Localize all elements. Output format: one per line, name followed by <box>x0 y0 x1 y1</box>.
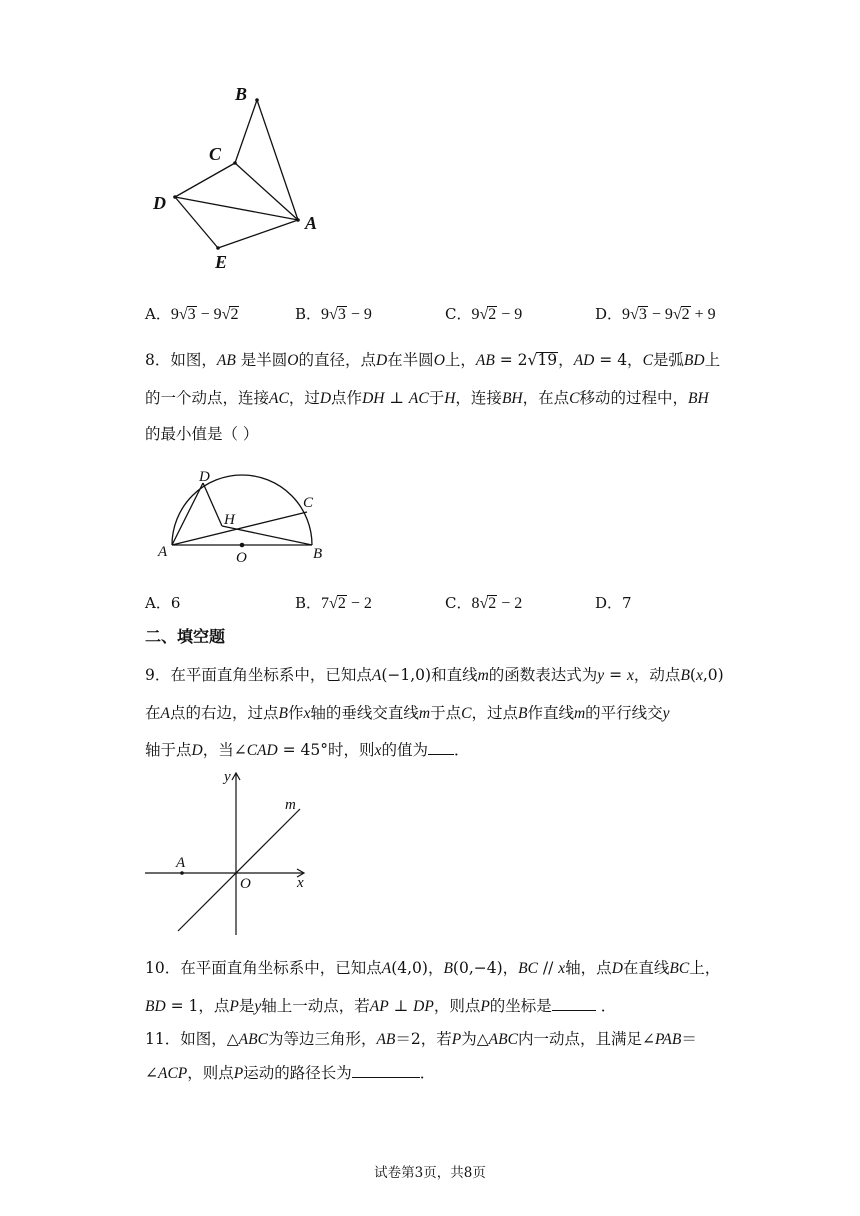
figure-q7 <box>145 78 345 278</box>
label-b: B <box>313 546 323 562</box>
figure-q8 <box>155 463 335 568</box>
q7-option-d: D．9√3 − 9√2 + 9 <box>595 305 716 323</box>
q8-option-b: B．7√2 − 2 <box>295 594 372 612</box>
q10-line-2: BD = 1，点P是y轴上一动点，若AP ⊥ DP，则点P的坐标是 ． <box>145 997 617 1015</box>
q7-option-b: B．9√3 − 9 <box>295 305 372 323</box>
q9-line-3: 轴于点D，当∠CAD = 45°时，则x的值为 ． <box>145 741 470 759</box>
label-c: C <box>303 495 314 511</box>
page-footer: 试卷第3页，共8页 <box>374 1165 486 1181</box>
label-a: A <box>305 213 318 233</box>
label-o: O <box>240 876 251 892</box>
figure-q9 <box>140 765 320 940</box>
label-h: H <box>224 512 235 528</box>
q8-line-1: 8．如图，AB 是半圆O的直径，点D在半圆O上，AB = 2√19，AD = 4，C是弧BD上 <box>145 351 721 369</box>
label-m: m <box>285 797 296 813</box>
q7-option-a: A．9√3 − 9√2 <box>145 305 239 323</box>
label-y: y <box>224 769 231 785</box>
q9-line-2: 在A点的右边，过点B作x轴的垂线交直线m于点C，过点B作直线m的平行线交y <box>145 704 670 722</box>
label-e: E <box>215 252 228 272</box>
q8-line-3: 的最小值是（ ） <box>145 425 259 443</box>
q10-line-1: 10．在平面直角坐标系中，已知点A(4,0)，B(0,−4)，BC // x轴，点D在直线BC上， <box>145 959 721 977</box>
q8-option-c: C．8√2 − 2 <box>445 594 523 612</box>
label-c: C <box>209 144 222 164</box>
q11-line-1: 11．如图，△ABC为等边三角形，AB＝2，若P为△ABC内一动点，且满足∠PAB＝ <box>145 1030 697 1048</box>
label-x: x <box>297 875 304 891</box>
q8-option-d: D．7 <box>595 594 632 612</box>
label-b: B <box>235 84 248 104</box>
q9-line-1: 9．在平面直角坐标系中，已知点A(−1,0)和直线m的函数表达式为y = x，动点B(x,0) <box>145 666 724 684</box>
q7-option-c: C．9√2 − 9 <box>445 305 523 323</box>
label-d: D <box>199 469 210 485</box>
label-a: A <box>158 544 168 560</box>
section-title: 二、填空题 <box>145 627 226 646</box>
label-a: A <box>176 855 186 871</box>
q8-option-a: A．6 <box>145 594 181 612</box>
label-d: D <box>153 193 166 213</box>
q8-line-2: 的一个动点，连接AC，过D点作DH ⊥ AC于H，连接BH，在点C移动的过程中，BH <box>145 389 709 407</box>
label-o: O <box>236 550 247 566</box>
q11-line-2: ∠ACP，则点P运动的路径长为 ． <box>145 1064 436 1082</box>
